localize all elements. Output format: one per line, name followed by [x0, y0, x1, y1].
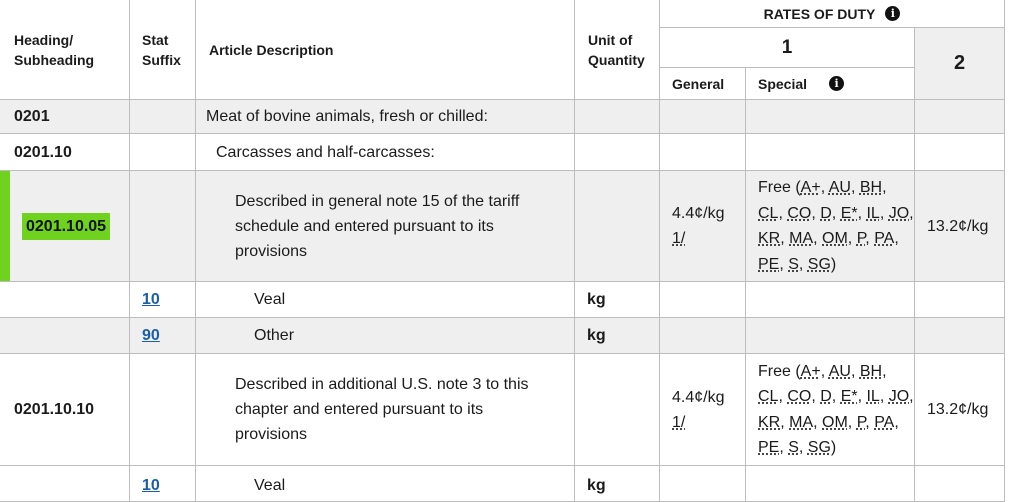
row-heading-cell — [0, 100, 130, 134]
row-special-cell — [746, 171, 915, 282]
rates-of-duty-header — [660, 0, 1005, 28]
article-description-line: schedule and entered pursuant to its — [235, 217, 494, 235]
col-header-stat-line1: Stat — [142, 31, 169, 48]
row-desc-cell — [196, 354, 575, 466]
row-desc-cell — [196, 100, 575, 134]
rates-col1-header — [660, 28, 915, 68]
rates-col2-header — [915, 28, 1005, 100]
row-special-cell — [746, 466, 915, 502]
col-header-special-label: Special — [758, 75, 808, 92]
rates-of-duty-label: RATES OF DUTY — [763, 5, 876, 22]
special-program-code-link[interactable]: JO — [888, 204, 910, 222]
row-stat-cell — [130, 134, 196, 171]
col-header-heading-line1: Heading/ — [14, 31, 74, 48]
special-program-code-link[interactable]: PA — [874, 230, 895, 247]
row-col2-cell — [915, 282, 1005, 318]
col-header-special — [746, 68, 915, 100]
special-program-code-link[interactable]: CO — [787, 204, 812, 222]
row-general-cell — [660, 466, 746, 502]
row-unit-cell — [575, 100, 660, 134]
row-desc-cell — [196, 171, 575, 282]
special-program-code-link[interactable]: MA — [789, 230, 814, 247]
column2-rate: 13.2¢/kg — [927, 217, 989, 235]
special-program-code-link[interactable]: P — [856, 413, 866, 431]
row-col2-cell — [915, 466, 1005, 502]
col-header-stat-suffix — [130, 0, 196, 100]
row-stat-cell — [130, 100, 196, 134]
special-program-code-link[interactable]: BH — [859, 362, 883, 380]
row-special-cell — [746, 100, 915, 134]
special-program-code-link[interactable]: IL — [866, 204, 880, 222]
col-header-article-label: Article Description — [209, 41, 334, 58]
special-program-code-link[interactable]: PA — [874, 413, 895, 431]
article-description-line: chapter and entered pursuant to its — [235, 401, 484, 418]
column2-rate: 13.2¢/kg — [927, 401, 989, 418]
special-program-code-link[interactable]: AU — [828, 362, 851, 380]
article-description: Veal — [254, 291, 286, 308]
row-unit-cell — [575, 134, 660, 171]
special-program-code-link[interactable]: BH — [859, 179, 883, 196]
special-rate: Free (A+, AU, BH, CL, CO, D, E*, IL, JO, KR, MA, OM, P, PA, PE, S, SG) — [758, 362, 914, 456]
row-heading-cell — [0, 466, 130, 502]
row-special-cell — [746, 318, 915, 354]
stat-suffix-link[interactable]: 10 — [142, 291, 160, 308]
row-unit-cell — [575, 466, 660, 502]
row-heading-cell — [0, 282, 130, 318]
special-program-code-link[interactable]: A+ — [800, 179, 821, 196]
row-special-cell — [746, 134, 915, 171]
special-program-code-link[interactable]: IL — [866, 388, 880, 405]
row-general-cell — [660, 134, 746, 171]
special-program-code-link[interactable]: E* — [840, 204, 858, 222]
general-rate: 4.4¢/kg — [672, 205, 725, 222]
special-rate-prefix: Free ( — [758, 362, 801, 380]
col-header-stat-line2: Suffix — [142, 51, 181, 68]
col-header-heading — [0, 0, 130, 100]
special-rate-suffix: ) — [830, 255, 837, 273]
row-general-cell — [660, 282, 746, 318]
article-description: Carcasses and half-carcasses: — [216, 143, 435, 161]
special-program-code-link[interactable]: A+ — [800, 362, 821, 380]
special-rate-suffix: ) — [830, 439, 837, 456]
special-rate-prefix: Free ( — [758, 179, 801, 196]
row-heading-cell — [0, 318, 130, 354]
article-description: Other — [254, 327, 295, 344]
row-special-cell — [746, 282, 915, 318]
info-circle-icon[interactable]: i — [829, 76, 844, 91]
special-program-code-link[interactable]: PE — [758, 255, 780, 273]
stat-suffix-link[interactable]: 90 — [142, 327, 160, 344]
row-unit-cell — [575, 282, 660, 318]
col-header-general — [660, 68, 746, 100]
special-program-code-link[interactable]: SG — [807, 255, 831, 273]
heading-code: 0201 — [14, 108, 50, 125]
row-desc-cell — [196, 134, 575, 171]
general-rate-footnote-link[interactable]: 1/ — [672, 413, 686, 431]
row-desc-cell — [196, 318, 575, 354]
special-program-code-link[interactable]: S — [788, 439, 799, 456]
col-header-unit-of-quantity — [575, 0, 660, 100]
row-stat-cell — [130, 282, 196, 318]
row-unit-cell — [575, 318, 660, 354]
row-heading-cell — [0, 134, 130, 171]
special-program-code-link[interactable]: CO — [787, 388, 812, 405]
special-program-code-link[interactable]: KR — [758, 413, 781, 431]
row-col2-cell — [915, 171, 1005, 282]
info-circle-icon[interactable]: i — [885, 6, 900, 21]
row-col2-cell — [915, 318, 1005, 354]
row-general-cell — [660, 171, 746, 282]
row-desc-cell — [196, 466, 575, 502]
stat-suffix-link[interactable]: 10 — [142, 477, 160, 494]
article-description: Meat of bovine animals, fresh or chilled: — [206, 108, 488, 125]
special-program-code-link[interactable]: KR — [758, 230, 781, 247]
row-special-cell — [746, 354, 915, 466]
row-heading-cell — [0, 354, 130, 466]
special-program-code-link[interactable]: AU — [828, 179, 851, 196]
row-heading-cell — [0, 171, 130, 282]
row-stat-cell — [130, 318, 196, 354]
special-program-code-link[interactable]: P — [856, 230, 866, 247]
article-description-line: Described in additional U.S. note 3 to this — [235, 376, 529, 393]
unit-of-quantity: kg — [587, 327, 606, 344]
special-program-code-link[interactable]: D — [820, 388, 832, 405]
unit-of-quantity: kg — [587, 477, 606, 494]
col-header-unit-line1: Unit of — [588, 31, 633, 48]
row-stat-cell — [130, 171, 196, 282]
article-description: Veal — [254, 477, 286, 494]
row-unit-cell — [575, 354, 660, 466]
heading-code: 0201.10.10 — [14, 401, 95, 418]
article-description-line: provisions — [235, 242, 308, 260]
row-col2-cell — [915, 100, 1005, 134]
special-rate: Free (A+, AU, BH, CL, CO, D, E*, IL, JO, KR, MA, OM, P, PA, PE, S, SG) — [758, 179, 914, 273]
rates-col1-label: 1 — [781, 36, 793, 58]
special-program-code-link[interactable]: JO — [888, 388, 910, 405]
heading-code-highlighted: 0201.10.05 — [22, 213, 110, 240]
row-general-cell — [660, 354, 746, 466]
unit-of-quantity: kg — [587, 291, 606, 308]
col-header-heading-line2: Subheading — [14, 51, 95, 68]
special-program-code-link[interactable]: SG — [807, 439, 831, 456]
article-description-line: provisions — [235, 426, 308, 443]
special-program-code-link[interactable]: CL — [758, 204, 779, 222]
heading-code: 0201.10 — [14, 143, 72, 161]
special-program-code-link[interactable]: MA — [789, 413, 814, 431]
row-unit-cell — [575, 171, 660, 282]
row-col2-cell — [915, 354, 1005, 466]
row-general-cell — [660, 100, 746, 134]
row-general-cell — [660, 318, 746, 354]
special-program-code-link[interactable]: S — [788, 255, 799, 273]
special-program-code-link[interactable]: E* — [840, 388, 858, 405]
special-program-code-link[interactable]: CL — [758, 388, 779, 405]
special-program-code-link[interactable]: PE — [758, 439, 780, 456]
special-program-code-link[interactable]: D — [820, 204, 832, 222]
special-program-code-link[interactable]: OM — [822, 230, 848, 247]
special-program-code-link[interactable]: OM — [822, 413, 848, 431]
general-rate: 4.4¢/kg — [672, 388, 725, 406]
general-rate-footnote-link[interactable]: 1/ — [672, 230, 686, 247]
row-desc-cell — [196, 282, 575, 318]
row-stat-cell — [130, 354, 196, 466]
rates-col2-label: 2 — [953, 52, 966, 74]
row-col2-cell — [915, 134, 1005, 171]
col-header-unit-line2: Quantity — [588, 51, 645, 68]
col-header-general-label: General — [672, 75, 725, 92]
row-highlight-bar — [0, 171, 10, 281]
article-description-line: Described in general note 15 of the tariff — [235, 192, 520, 210]
col-header-article-description — [196, 0, 575, 100]
row-stat-cell — [130, 466, 196, 502]
